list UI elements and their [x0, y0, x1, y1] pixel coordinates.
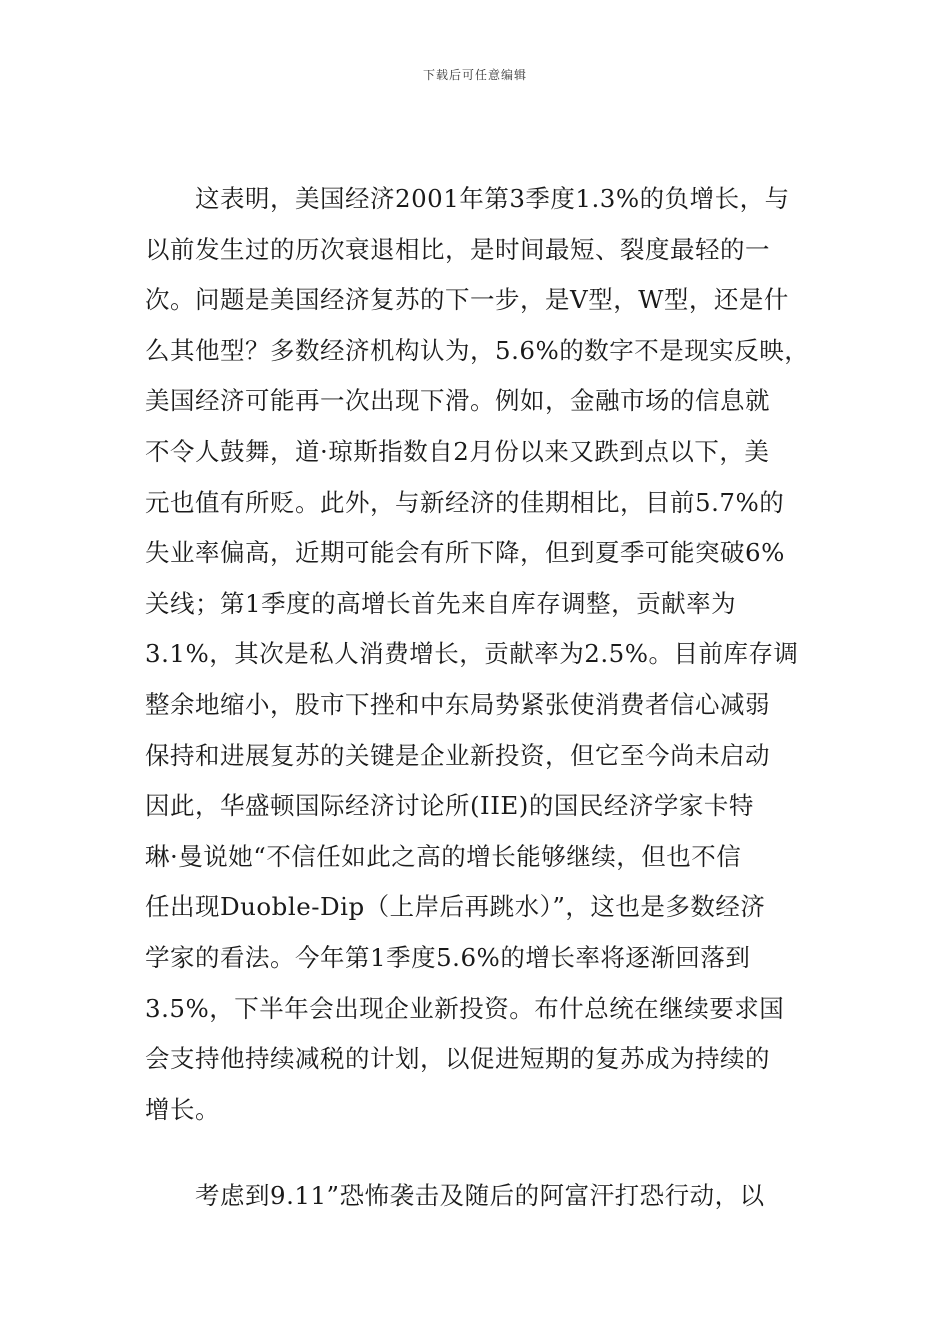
text-line: 3.5%，下半年会出现企业新投资。布什总统在继续要求国 — [145, 993, 785, 1023]
body-paragraph-1 — [145, 174, 813, 1135]
text-line: 不令人鼓舞，道·琼斯指数自2月份以来又跌到点以下，美 — [145, 436, 770, 466]
page-header: 下载后可任意编辑 — [422, 68, 527, 82]
text-line: 以前发生过的历次衰退相比，是时间最短、裂度最轻的一 — [145, 234, 770, 264]
text-line: 琳·曼说她“不信任如此之高的增长能够继续，但也不信 — [145, 841, 742, 871]
text-line: 失业率偏高，近期可能会有所下降，但到夏季可能突破6% — [145, 538, 785, 568]
text-line: 考虑到9.11”恐怖袭击及随后的阿富汗打恐行动，以 — [195, 1181, 765, 1210]
text-line: 学家的看法。今年第1季度5.6%的增长率将逐渐回落到 — [145, 942, 751, 972]
body-paragraph-2 — [145, 1171, 813, 1222]
text-line: 美国经济可能再一次出现下滑。例如，金融市场的信息就 — [145, 386, 770, 416]
text-line: 整余地缩小，股市下挫和中东局势紧张使消费者信心减弱 — [145, 689, 770, 719]
text-line: 元也值有所贬。此外，与新经济的佳期相比，目前5.7%的 — [145, 487, 785, 517]
text-line: 保持和进展复苏的关键是企业新投资，但它至今尚未启动 — [145, 740, 770, 770]
text-line: 关线；第1季度的高增长首先来自库存调整，贡献率为 — [145, 588, 737, 618]
text-line: 因此，华盛顿国际经济讨论所(IIE)的国民经济学家卡特 — [145, 791, 754, 821]
text-line: 3.1%，其次是私人消费增长，贡献率为2.5%。目前库存调 — [145, 639, 799, 669]
text-line: 这表明，美国经济2001年第3季度1.3%的负增长，与 — [195, 184, 790, 213]
text-line: 增长。 — [145, 1094, 220, 1124]
text-line: 任出现Duoble-Dip（上岸后再跳水）”，这也是多数经济 — [145, 892, 766, 922]
text-line: 么其他型？多数经济机构认为，5.6%的数字不是现实反映， — [145, 335, 810, 365]
text-line: 次。问题是美国经济复苏的下一步，是V型，W型，还是什 — [145, 285, 789, 315]
text-line: 会支持他持续减税的计划，以促进短期的复苏成为持续的 — [145, 1044, 770, 1074]
